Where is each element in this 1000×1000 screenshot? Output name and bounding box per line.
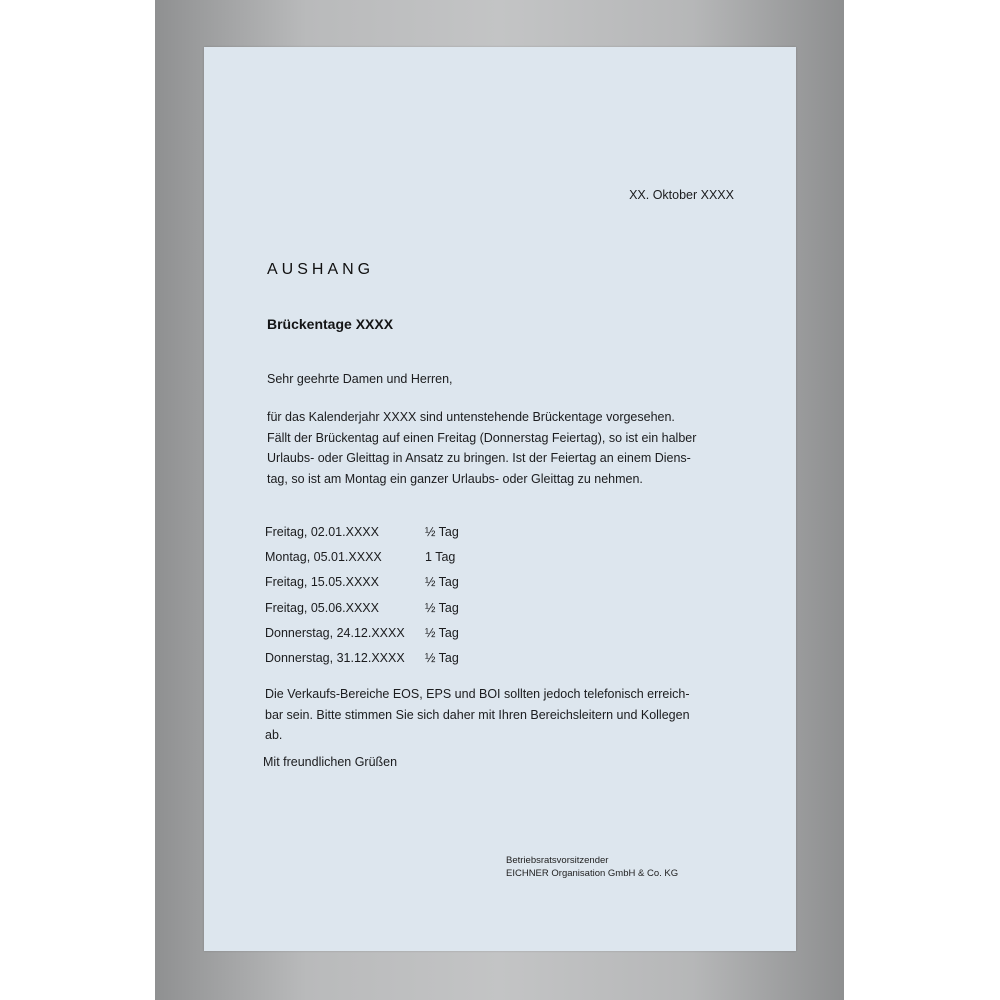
signature-block [506,854,678,880]
bridge-day-row [265,598,459,623]
bridge-day-date: Freitag, 02.01.XXXX [265,525,379,539]
bridge-day-row [265,522,459,547]
signature-role: Betriebsratsvorsitzender [506,855,609,866]
closing-line: Die Verkaufs-Bereiche EOS, EPS und BOI sollten jedoch telefonisch erreich- [265,687,690,701]
body-line: für das Kalenderjahr XXXX sind untenstehende Brückentage vorgesehen. [267,410,675,424]
salutation: Sehr geehrte Damen und Herren, [267,372,453,386]
notice-heading: AUSHANG [267,261,375,278]
bridge-day-amount: ½ Tag [425,625,459,640]
bridge-day-date: Montag, 05.01.XXXX [265,550,382,565]
bridge-day-row [265,547,459,572]
closing-paragraph [265,684,745,746]
bridge-days-list [265,522,459,673]
body-line: Urlaubs- oder Gleittag in Ansatz zu bringen. Ist der Feiertag an einem Diens- [267,451,691,465]
bridge-day-date: Donnerstag, 24.12.XXXX [265,625,405,640]
bridge-day-row [265,648,459,673]
body-paragraph [267,407,747,489]
closing-line: ab. [265,728,283,742]
bridge-day-date: Freitag, 05.06.XXXX [265,600,379,615]
bridge-day-amount: 1 Tag [425,550,456,565]
bridge-day-row [265,623,459,648]
body-line: Fällt der Brückentag auf einen Freitag (Donnerstag Feiertag), so ist ein halber [267,430,697,445]
bridge-day-row [265,572,459,597]
notice-sheet [204,47,796,951]
body-line: tag, so ist am Montag ein ganzer Urlaubs- oder Gleittag zu nehmen. [267,471,643,486]
signature-company: EICHNER Organisation GmbH & Co. KG [506,868,679,879]
notice-subject: Brückentage XXXX [267,316,394,332]
bridge-day-amount: ½ Tag [425,575,459,590]
bridge-day-date: Freitag, 15.05.XXXX [265,575,379,590]
bridge-day-amount: ½ Tag [425,600,459,615]
bridge-day-amount: ½ Tag [425,525,459,539]
notice-date: XX. Oktober XXXX [629,188,734,202]
bridge-day-amount: ½ Tag [425,650,459,665]
closing-line: bar sein. Bitte stimmen Sie sich daher mit Ihren Bereichsleitern und Kollegen [265,707,690,722]
bridge-day-date: Donnerstag, 31.12.XXXX [265,650,405,665]
greeting: Mit freundlichen Grüßen [263,755,398,769]
